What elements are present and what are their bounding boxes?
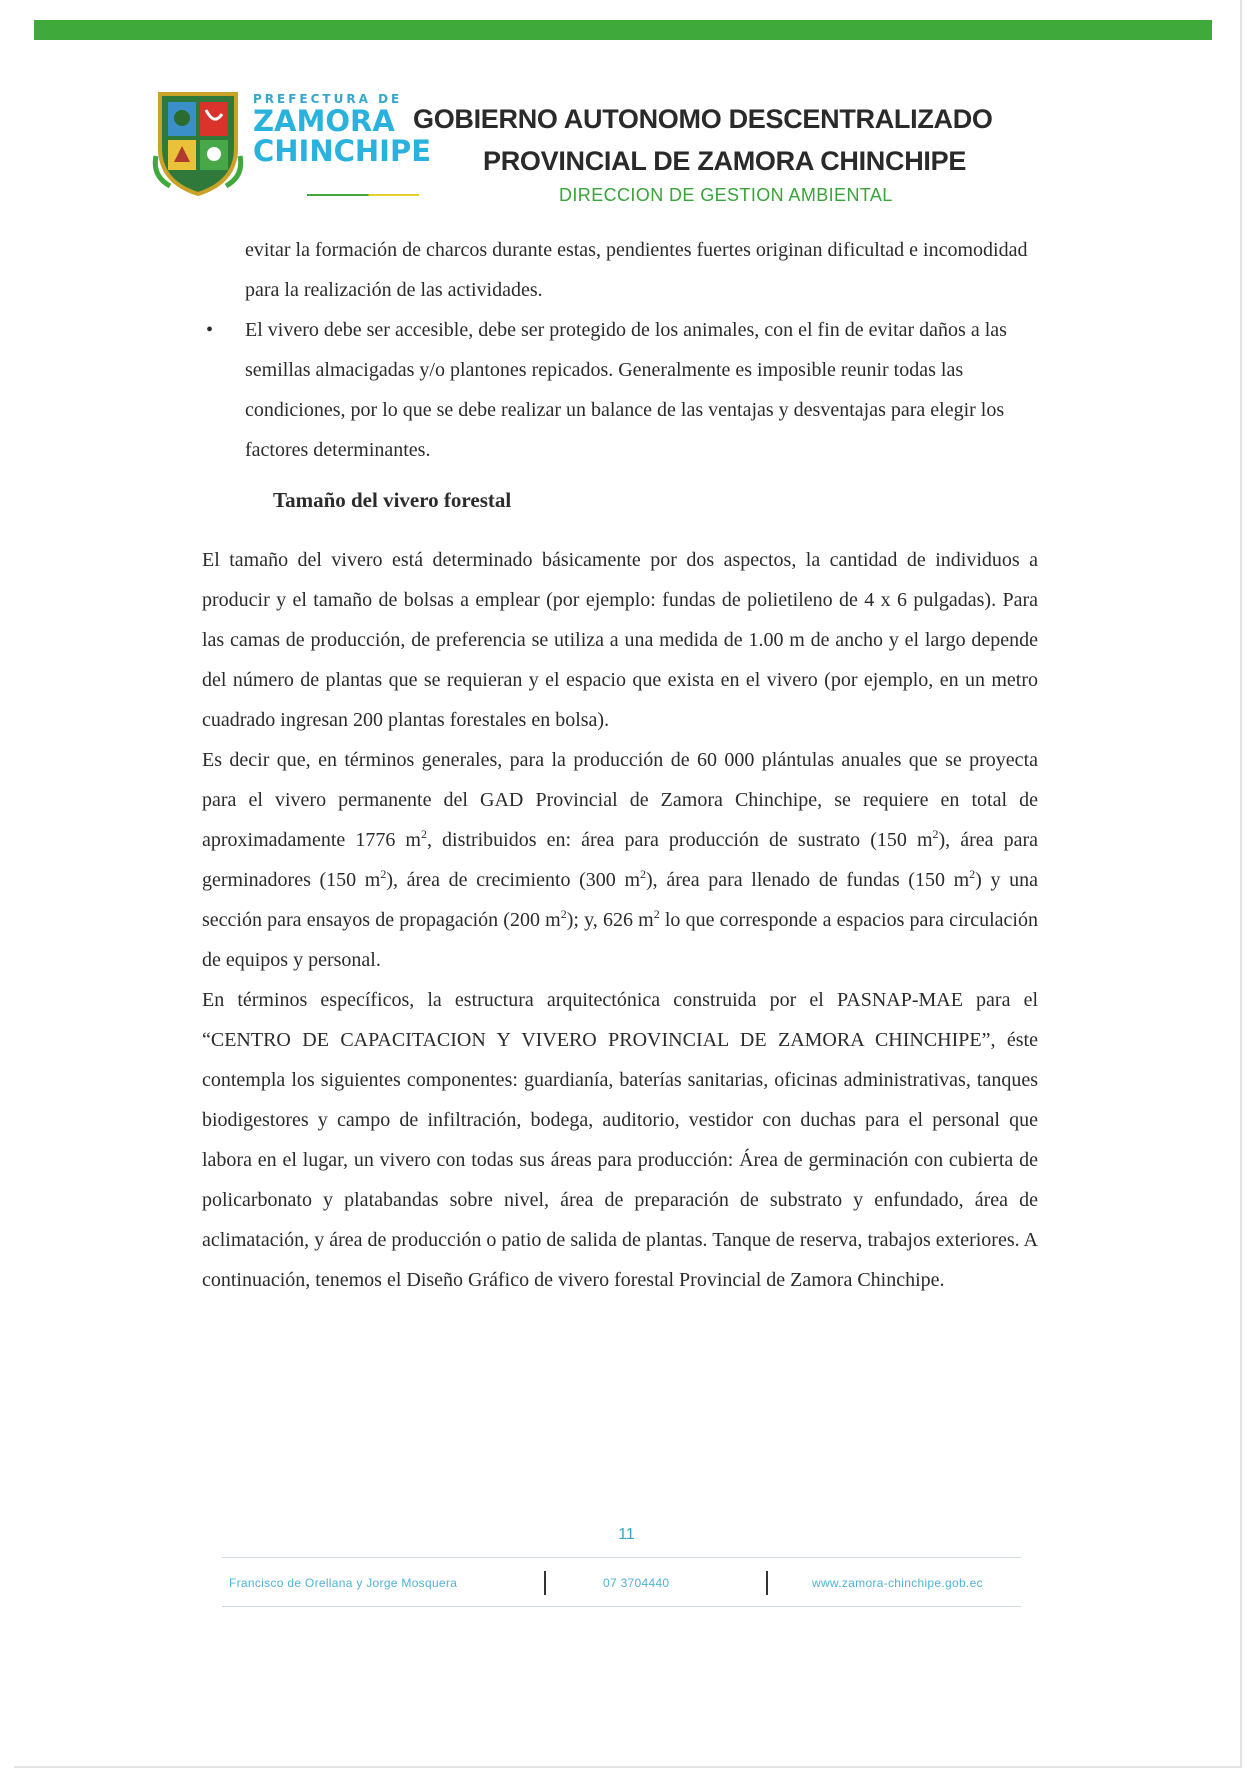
government-title-line2: PROVINCIAL DE ZAMORA CHINCHIPE	[483, 146, 967, 176]
bullet-text: El vivero debe ser accesible, debe ser protegido de los animales, con el fin de evitar daños a las semillas almacigadas y/o plantones repicados. Generalmente es imposible reunir todas las condiciones, por lo que se debe realizar un balance de las ventajas y desventajas para elegir los factores determinantes.	[245, 319, 1007, 461]
footer-separator	[544, 1571, 546, 1595]
paragraph-size: El tamaño del vivero está determinado básicamente por dos aspectos, la cantidad de individuos a producir y el tamaño de bolsas a emplear (por ejemplo: fundas de polietileno de 4 x 6 pulgadas). Para las camas de producción, de preferencia se utiliza a una medida de 1.00 m de ancho y el largo depende del número de plantas que se requieran y el espacio que exista en el vivero (por ejemplo, en un metro cuadrado ingresan 200 plantas forestales en bolsa).	[202, 549, 1038, 731]
government-title-line1: GOBIERNO AUTONOMO DESCENTRALIZADO	[413, 104, 993, 134]
footer-phone: 07 3704440	[603, 1576, 670, 1590]
brand-prefix: PREFECTURA DE	[253, 92, 403, 106]
footer-divider-bottom	[222, 1606, 1021, 1607]
brand-name-line1: ZAMORA	[253, 104, 395, 138]
brand-name-line2: CHINCHIPE	[253, 134, 432, 168]
document-body	[202, 230, 1038, 1300]
bullet-icon: •	[206, 319, 214, 341]
paragraph-areas: Es decir que, en términos generales, para la producción de 60 000 plántulas anuales que se proyecta para el vivero permanente del GAD Provincial de Zamora Chinchipe, se requiere en total de aproximadamente 1776 $m^2$, distribuidos en: área para producción de sustrato (150 $m^2$), área para germinadores (150 $m^2$), área de crecimiento (300 $m^2$), área para llenado de fundas (150 $m^2$) y una sección para ensayos de propagación (200 $m^2$); y, 626 $m^2$ lo que corresponde a espacios para circulación de equipos y personal.	[202, 749, 1039, 971]
page-number: 11	[618, 1526, 635, 1543]
coat-of-arms-icon	[150, 86, 246, 198]
footer-separator	[766, 1571, 768, 1595]
paragraph-structure: En términos específicos, la estructura arquitectónica construida por el PASNAP-MAE para el “CENTRO DE CAPACITACION Y VIVERO PROVINCIAL DE ZAMORA CHINCHIPE”, éste contempla los siguientes componentes: guardianía, baterías sanitarias, oficinas administrativas, tanques biodigestores y campo de infiltración, bodega, auditorio, vestidor con duchas para el personal que labora en el lugar, un vivero con todas sus áreas para producción: Área de germinación con cubierta de policarbonato y platabandas sobre nivel, área de preparación de substrato y enfundado, área de aclimatación, y área de producción o patio de salida de plantas. Tanque de reserva, trabajos exteriores. A continuación, tenemos el Diseño Gráfico de vivero forestal Provincial de Zamora Chinchipe.	[202, 989, 1038, 1291]
brand-logotype	[253, 92, 431, 166]
department-name: DIRECCION DE GESTION AMBIENTAL	[559, 185, 893, 205]
footer-website[interactable]: www.zamora-chinchipe.gob.ec	[812, 1576, 983, 1590]
brand-underline	[307, 194, 419, 196]
footer-address: Francisco de Orellana y Jorge Mosquera	[229, 1576, 458, 1590]
header-color-bar	[34, 20, 1212, 40]
footer-divider-top	[222, 1557, 1021, 1558]
intro-paragraph: evitar la formación de charcos durante estas, pendientes fuertes originan dificultad e incomodidad para la realización de las actividades.	[245, 239, 1028, 301]
bullet-item	[202, 310, 1038, 470]
section-heading: Tamaño del vivero forestal	[273, 488, 512, 512]
